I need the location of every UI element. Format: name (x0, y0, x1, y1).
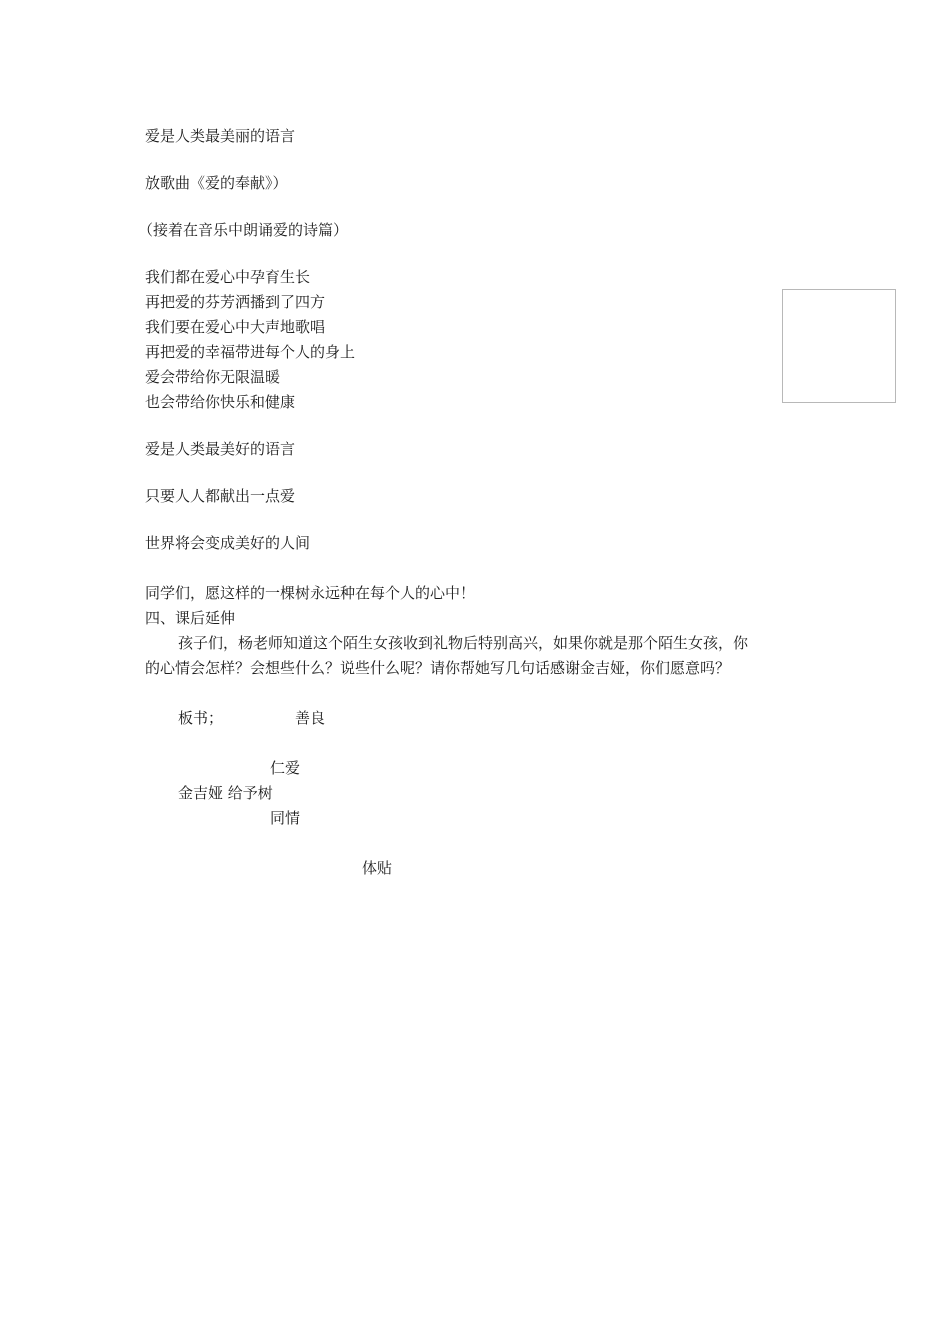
board-word-benevolence: 仁爱 (270, 759, 301, 777)
poem-line-2: 再把爱的芬芳洒播到了四方 (145, 293, 326, 311)
board-left-part: 金吉娅 给予树 (178, 784, 273, 802)
image-placeholder-box (782, 289, 896, 403)
poem-line-3: 我们要在爱心中大声地歌唱 (145, 318, 326, 336)
intro-line-3: （接着在音乐中朗诵爱的诗篇） (138, 221, 349, 239)
board-word-consideration: 体贴 (362, 859, 393, 877)
closing-line-1: 爱是人类最美好的语言 (145, 440, 296, 458)
board-word-sympathy: 同情 (270, 809, 301, 827)
intro-line-2: 放歌曲《爱的奉献》） (145, 174, 288, 192)
closing-line-3: 世界将会变成美好的人间 (145, 534, 311, 552)
closing-line-4: 同学们，愿这样的一棵树永远种在每个人的心中！ (145, 584, 476, 602)
poem-line-6: 也会带给你快乐和健康 (145, 393, 296, 411)
poem-line-4: 再把爱的幸福带进每个人的身上 (145, 343, 356, 361)
section-heading: 四、课后延伸 (145, 609, 236, 627)
board-word-kindness: 善良 (295, 709, 326, 727)
poem-line-5: 爱会带给你无限温暖 (145, 368, 281, 386)
poem-line-1: 我们都在爱心中孕育生长 (145, 268, 311, 286)
closing-line-2: 只要人人都献出一点爱 (145, 487, 296, 505)
section-paragraph-line-2: 的心情会怎样？会想些什么？说些什么呢？请你帮她写几句话感谢金吉娅，你们愿意吗？ (145, 659, 731, 677)
intro-line-1: 爱是人类最美丽的语言 (145, 127, 296, 145)
board-label: 板书； (178, 709, 224, 727)
section-paragraph-line-1: 孩子们，杨老师知道这个陌生女孩收到礼物后特别高兴，如果你就是那个陌生女孩，你 (178, 634, 749, 652)
